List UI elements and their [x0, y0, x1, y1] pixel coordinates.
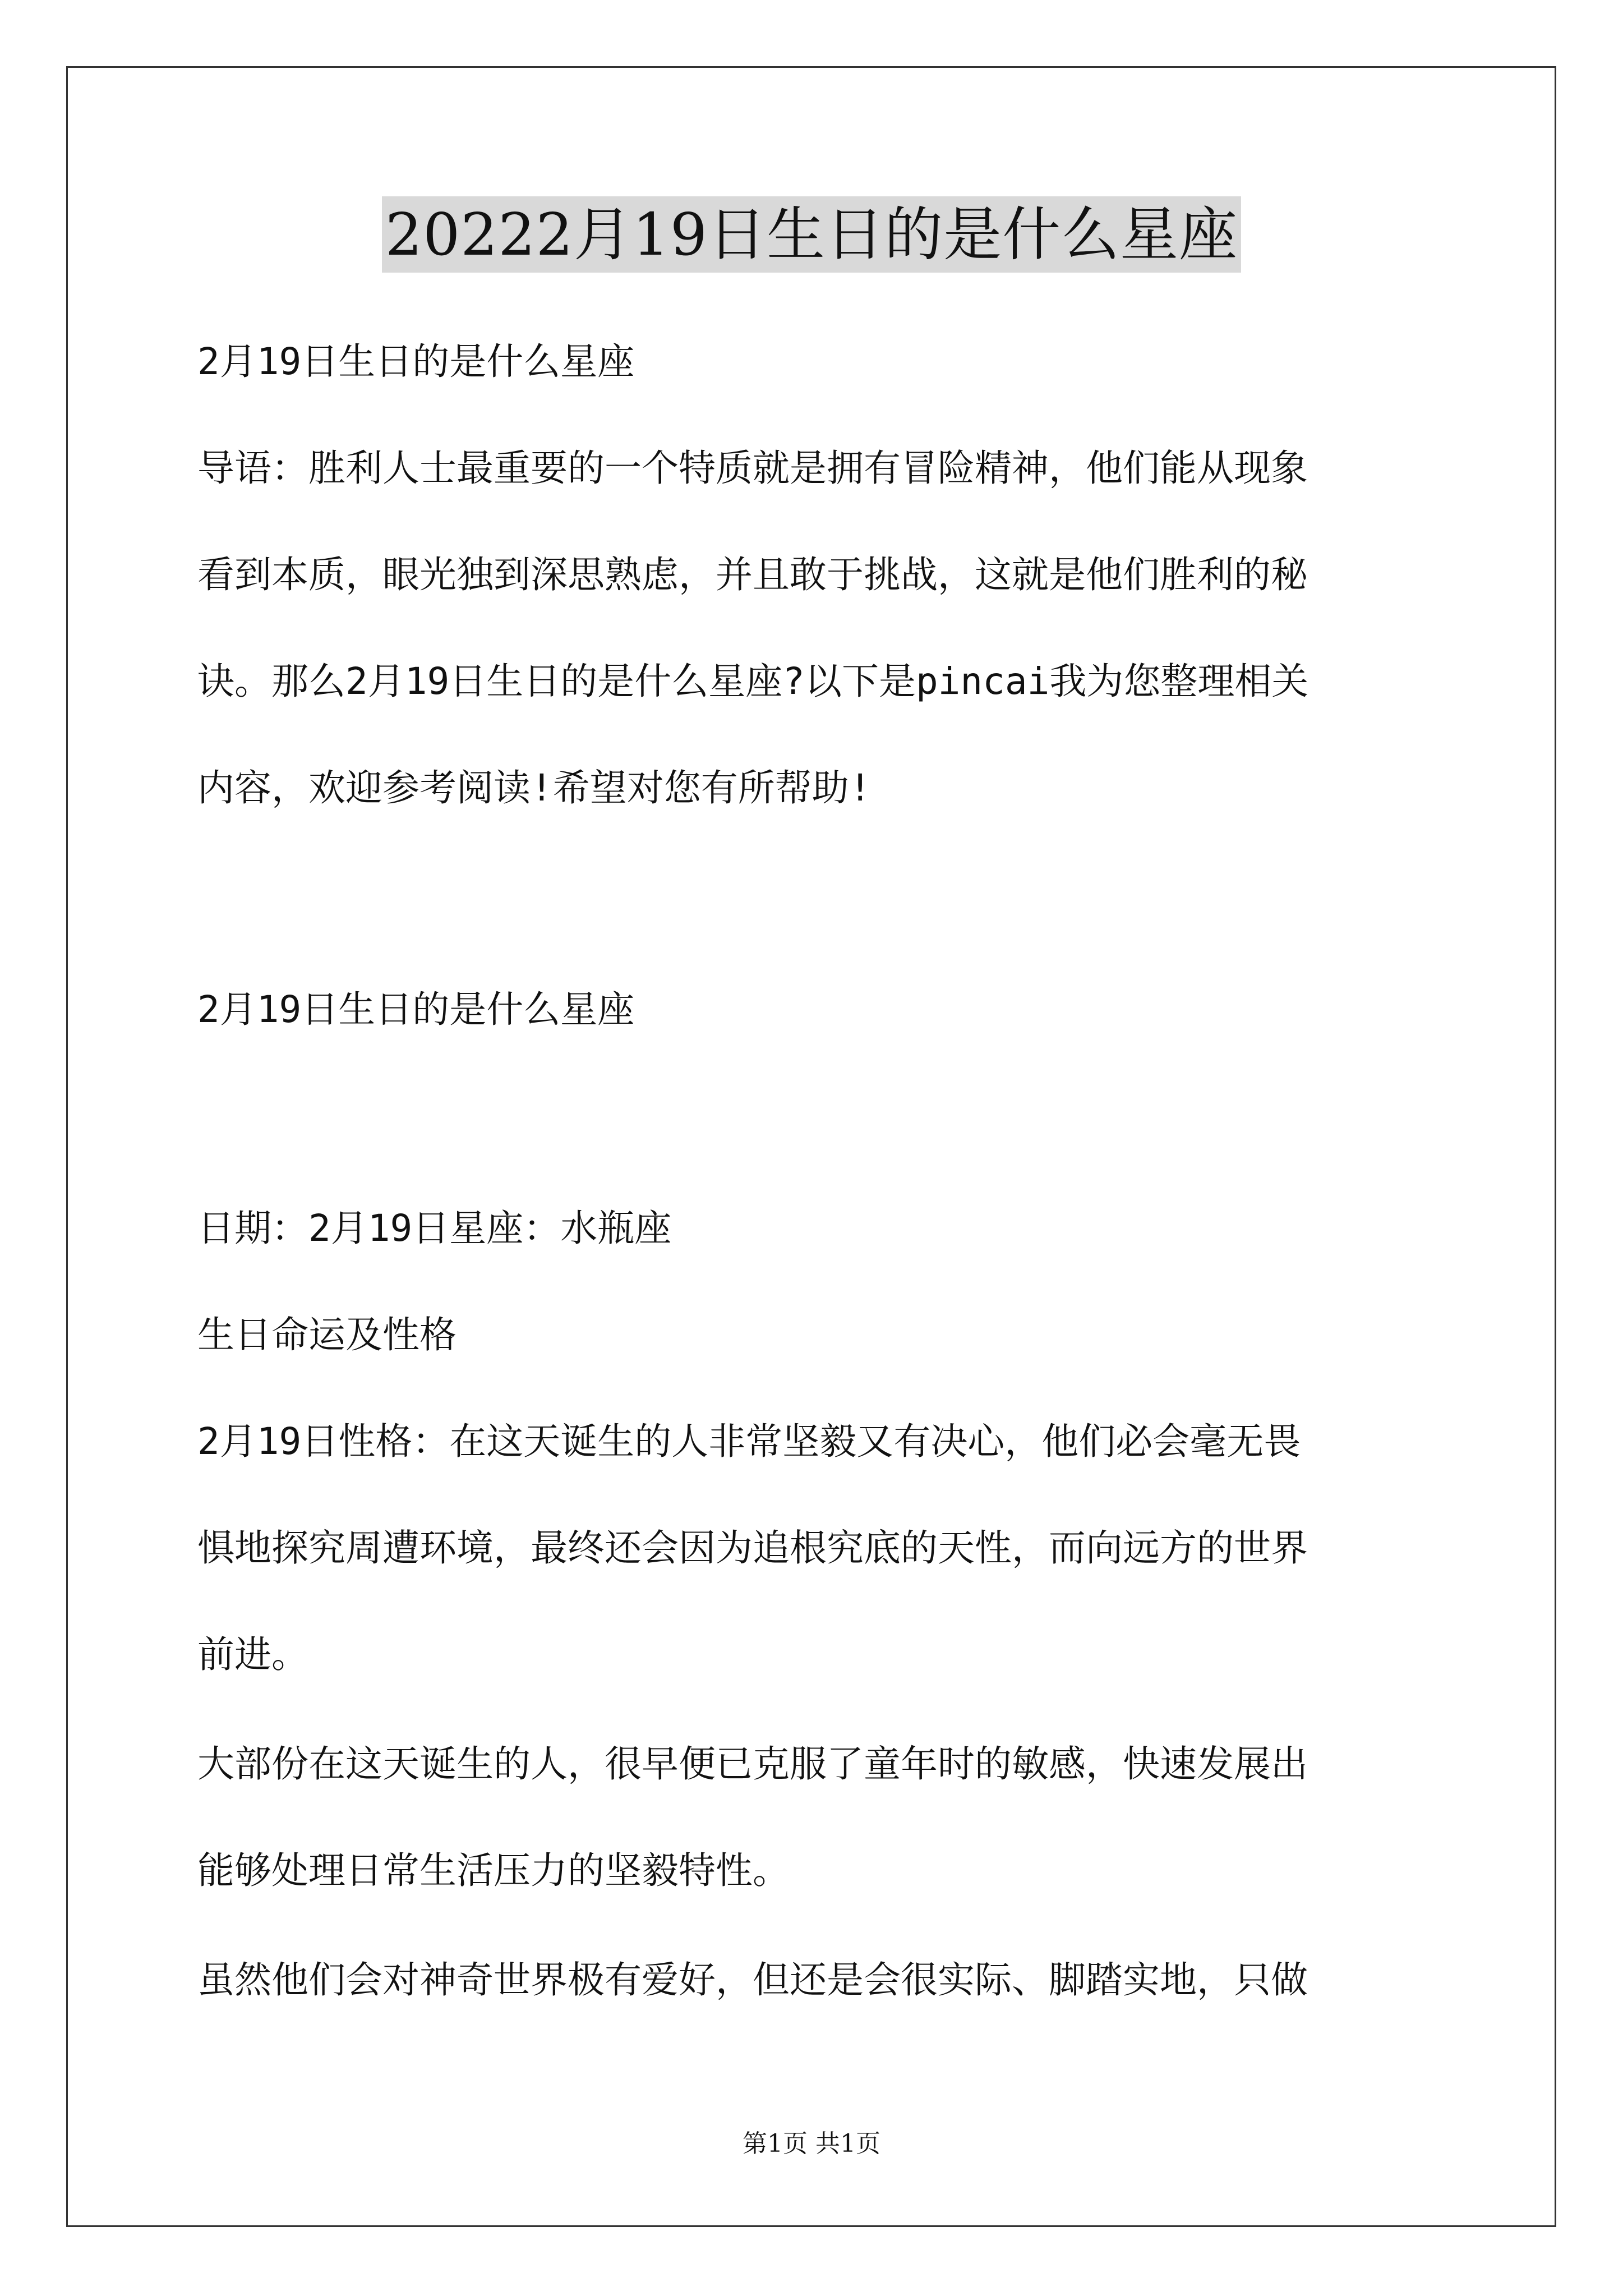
body-line: 2月19日生日的是什么星座	[197, 340, 635, 383]
document-title: 20222月19日生日的是什么星座	[382, 196, 1241, 273]
body-line: 导语：胜利人士最重要的一个特质就是拥有冒险精神，他们能从现象	[197, 447, 1308, 490]
page-border	[66, 66, 1556, 2227]
body-line: 能够处理日常生活压力的坚毅特性。	[197, 1849, 790, 1892]
body-line: 2月19日性格：在这天诞生的人非常坚毅又有决心，他们必会毫无畏	[197, 1420, 1301, 1463]
body-line: 大部份在这天诞生的人，很早便已克服了童年时的敏感，快速发展出	[197, 1742, 1308, 1786]
body-line: 前进。	[197, 1633, 308, 1676]
body-line: 日期：2月19日星座：水瓶座	[197, 1207, 672, 1250]
body-line: 诀。那么2月19日生日的是什么星座?以下是pincai我为您整理相关	[197, 660, 1309, 703]
title-container	[0, 196, 1623, 273]
body-line: 看到本质，眼光独到深思熟虑，并且敢于挑战，这就是他们胜利的秘	[197, 553, 1308, 596]
body-line: 内容，欢迎参考阅读!希望对您有所帮助!	[197, 766, 872, 809]
body-line: 虽然他们会对神奇世界极有爱好，但还是会很实际、脚踏实地，只做	[197, 1958, 1308, 2001]
body-line: 生日命运及性格	[197, 1313, 457, 1356]
page-footer: 第1页 共1页	[743, 2129, 880, 2158]
body-line: 2月19日生日的是什么星座	[197, 988, 635, 1031]
body-line: 惧地探究周遭环境，最终还会因为追根究底的天性，而向远方的世界	[197, 1526, 1308, 1570]
